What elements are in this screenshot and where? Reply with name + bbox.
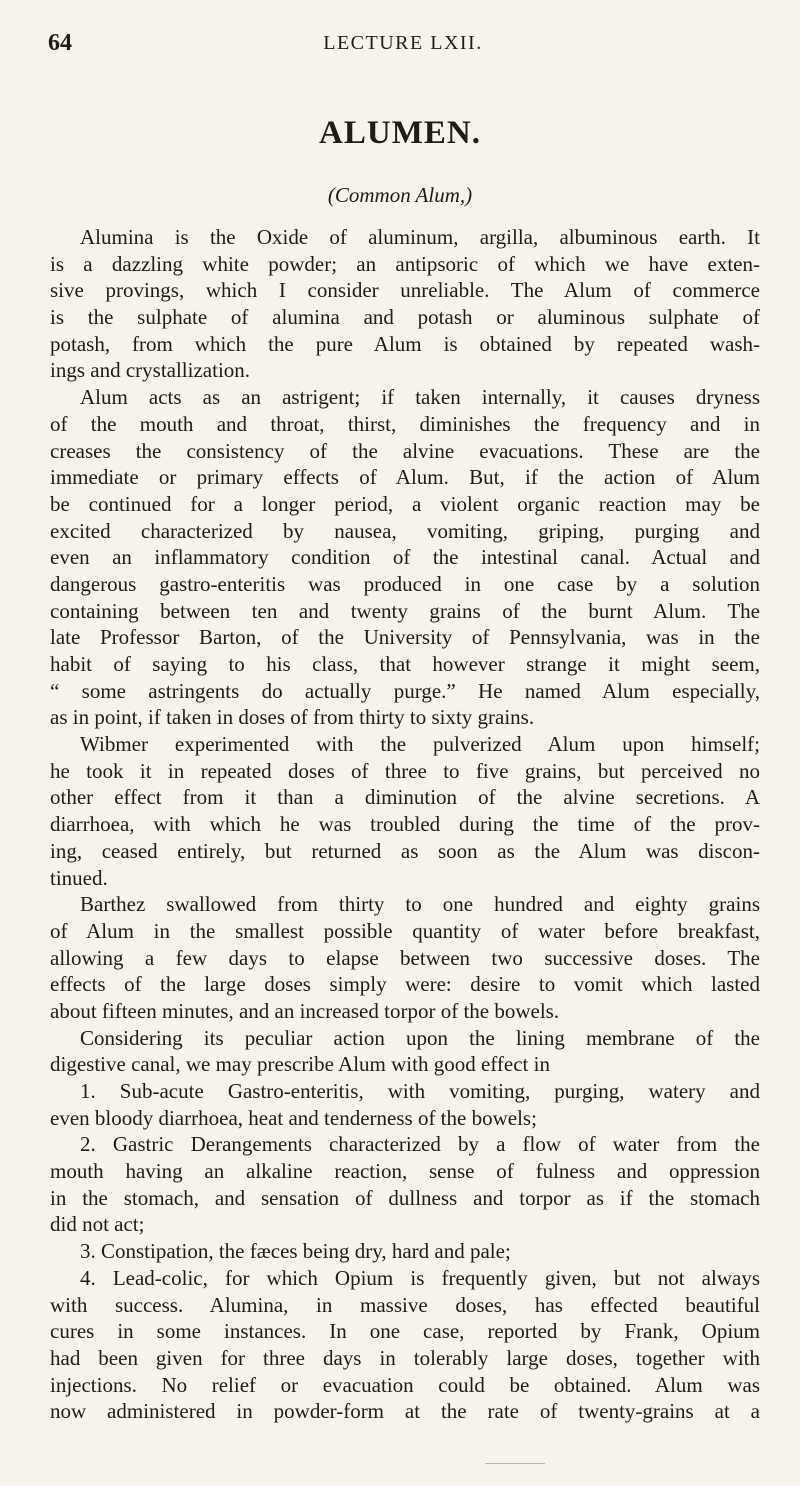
text-line: had been given for three days in tolerably large doses, together with bbox=[50, 1345, 760, 1370]
text-line: other effect from it than a diminution of the alvine secretions. A bbox=[50, 785, 760, 810]
text-line: potash, from which the pure Alum is obtained by repeated wash- bbox=[50, 331, 760, 356]
text-line: is the sulphate of alumina and potash or aluminous sulphate of bbox=[50, 305, 760, 330]
text-line: dangerous gastro-enteritis was produced in one case by a solution bbox=[50, 571, 760, 596]
text-line: Barthez swallowed from thirty to one hundred and eighty grains bbox=[80, 892, 760, 917]
text-line: diarrhoea, with which he was troubled during the time of the prov- bbox=[50, 812, 760, 837]
text-line: in the stomach, and sensation of dullness and torpor as if the stomach bbox=[50, 1185, 760, 1210]
text-line: as in point, if taken in doses of from thirty to sixty grains. bbox=[50, 705, 535, 730]
running-head: LECTURE LXII. bbox=[323, 32, 483, 54]
text-line: with success. Alumina, in massive doses, has effected beautiful bbox=[50, 1292, 760, 1317]
text-line: creases the consistency of the alvine evacuations. These are the bbox=[50, 438, 760, 463]
text-line: immediate or primary effects of Alum. But, if the action of Alum bbox=[50, 465, 760, 490]
text-line: even an inflammatory condition of the intestinal canal. Actual and bbox=[50, 545, 760, 570]
text-line: 4. Lead-colic, for which Opium is frequently given, but not always bbox=[80, 1265, 760, 1290]
text-line: Alumina is the Oxide of aluminum, argilla, albuminous earth. It bbox=[80, 225, 760, 249]
text-line: now administered in powder-form at the rate of twenty-grains at a bbox=[50, 1399, 760, 1424]
text-line: 3. Constipation, the fæces being dry, hard and pale; bbox=[80, 1239, 511, 1264]
text-line: effects of the large doses simply were: desire to vomit which lasted bbox=[50, 972, 760, 997]
text-line: is a dazzling white powder; an antipsoric of which we have exten- bbox=[50, 251, 760, 276]
text-line: he took it in repeated doses of three to five grains, but perceived no bbox=[50, 758, 760, 783]
text-line: of Alum in the smallest possible quantity of water before breakfast, bbox=[50, 918, 760, 943]
text-line: Considering its peculiar action upon the lining membrane of the bbox=[80, 1025, 760, 1050]
text-line: Wibmer experimented with the pulverized Alum upon himself; bbox=[80, 732, 760, 757]
page-number: 64 bbox=[48, 30, 72, 56]
text-line: tinued. bbox=[50, 865, 108, 890]
text-line: allowing a few days to elapse between two successive doses. The bbox=[50, 945, 760, 970]
text-line: mouth having an alkaline reaction, sense of fulness and oppression bbox=[50, 1159, 760, 1184]
section-subtitle: (Common Alum,) bbox=[327, 183, 473, 207]
text-line: 2. Gastric Derangements characterized by a flow of water from the bbox=[80, 1132, 760, 1157]
page-header bbox=[48, 30, 758, 60]
text-line: late Professor Barton, of the University of Pennsylvania, was in the bbox=[50, 625, 760, 650]
page-edge-rule bbox=[485, 1463, 545, 1464]
text-line: sive provings, which I consider unreliable. The Alum of commerce bbox=[50, 278, 760, 303]
text-line: did not act; bbox=[50, 1212, 145, 1237]
body-text bbox=[50, 224, 760, 1425]
text-line: Alum acts as an astrigent; if taken internally, it causes dryness bbox=[80, 385, 760, 410]
text-line: ing, ceased entirely, but returned as soon as the Alum was discon- bbox=[50, 838, 760, 863]
text-line: containing between ten and twenty grains of the burnt Alum. The bbox=[50, 598, 760, 623]
text-line: injections. No relief or evacuation could be obtained. Alum was bbox=[50, 1372, 760, 1397]
text-line: about fifteen minutes, and an increased torpor of the bowels. bbox=[50, 998, 560, 1023]
text-line: habit of saying to his class, that however strange it might seem, bbox=[50, 652, 760, 676]
text-line: even bloody diarrhoea, heat and tenderness of the bowels; bbox=[50, 1105, 537, 1130]
text-line: excited characterized by nausea, vomiting, griping, purging and bbox=[50, 518, 760, 543]
text-line: ings and crystallization. bbox=[50, 358, 251, 383]
text-line: digestive canal, we may prescribe Alum with good effect in bbox=[50, 1052, 550, 1077]
text-line: cures in some instances. In one case, reported by Frank, Opium bbox=[50, 1319, 760, 1344]
text-line: of the mouth and throat, thirst, diminishes the frequency and in bbox=[50, 411, 760, 436]
text-line: 1. Sub-acute Gastro-enteritis, with vomiting, purging, watery and bbox=[80, 1079, 760, 1103]
text-line: be continued for a longer period, a violent organic reaction may be bbox=[50, 491, 760, 516]
section-title: ALUMEN. bbox=[319, 115, 481, 151]
text-line: “ some astringents do actually purge.” He named Alum especially, bbox=[50, 678, 760, 703]
